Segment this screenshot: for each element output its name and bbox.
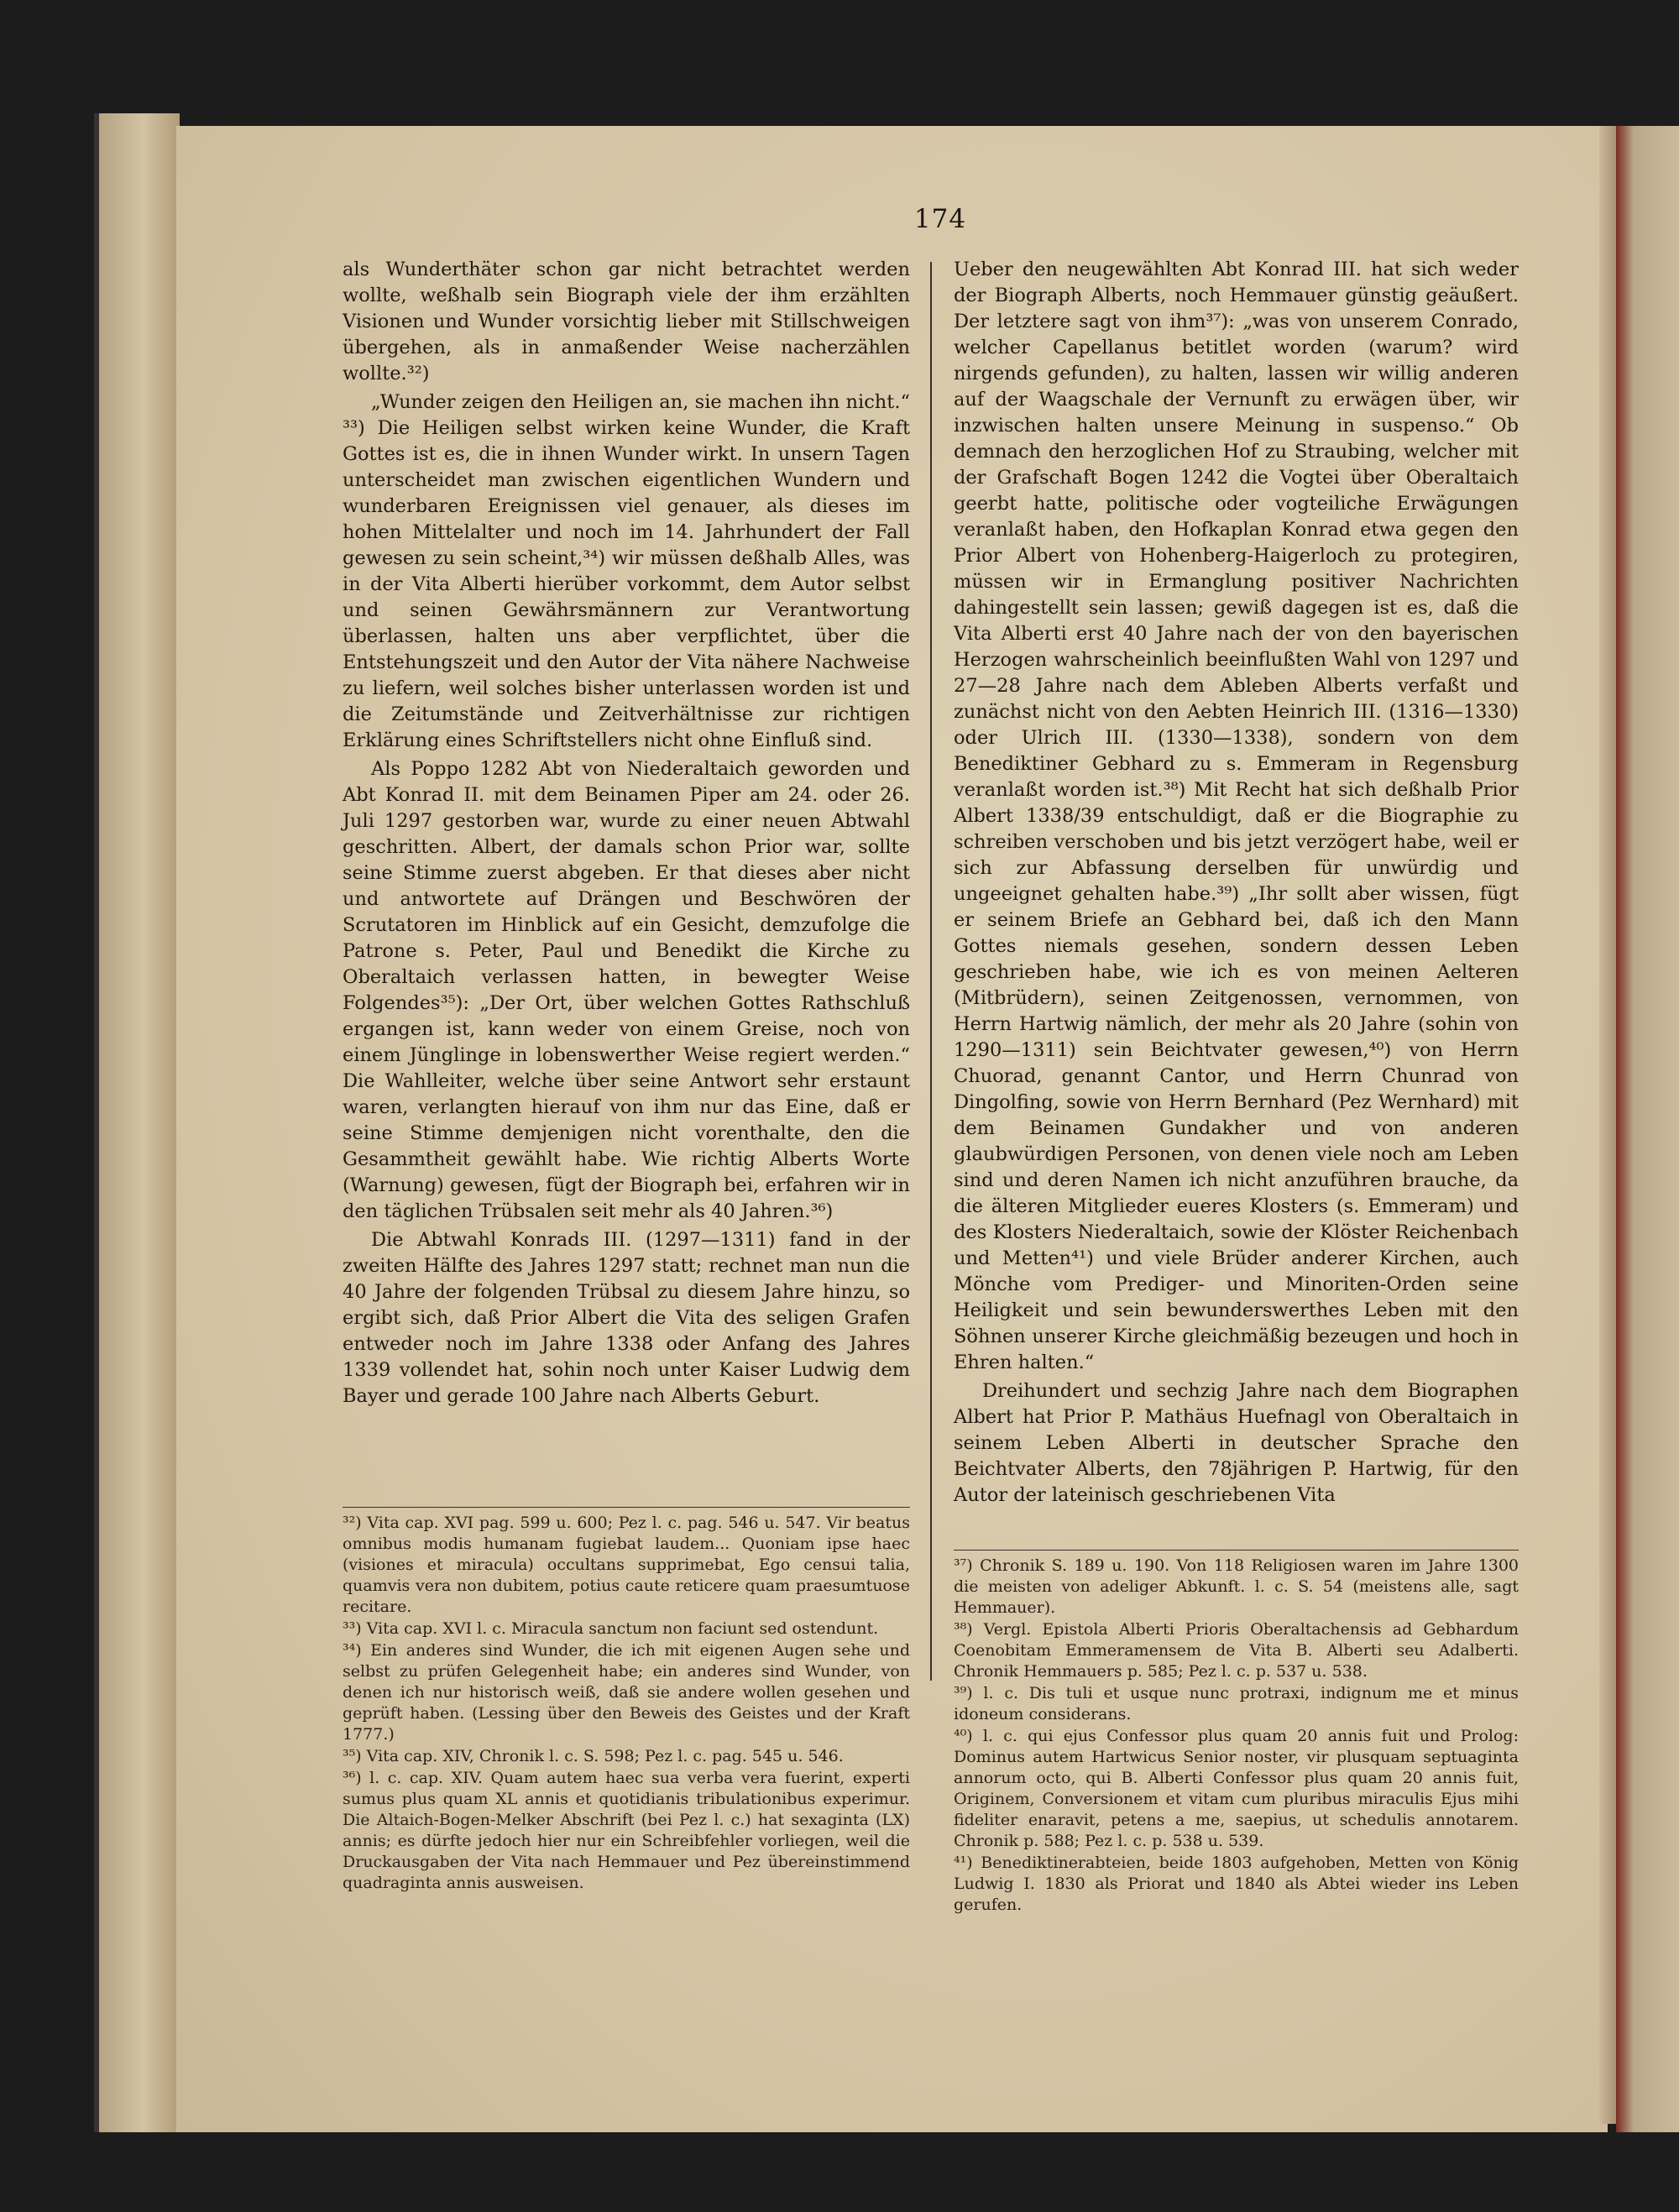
- footnote: ³⁵) Vita cap. XIV, Chronik l. c. S. 598; Pez l. c. pag. 545 u. 546.: [343, 1747, 844, 1765]
- paragraph: Dreihundert und sechzig Jahre nach dem Biographen Albert hat Prior P. Mathäus Huefnagl von Oberaltaich in seinem Leben Alberti in deutscher Sprache den Beichtvater Alberts, den 78jährigen P. Hartwig, für den Autor der lateinisch geschriebenen Vita: [954, 1380, 1519, 1506]
- paragraph: Ueber den neugewählten Abt Konrad III. hat sich weder der Biograph Alberts, noch Hemmauer günstig geäußert. Der letztere sagt von ihm³⁷): „was von unserem Conrado, welcher Capellanus betitlet worden (warum? wird nirgends gefunden), zu halten, lassen wir willig anderen auf der Waagschale der Vernunft zu erwägen über, wir inzwischen halten unsere Meinung in suspenso.“ Ob demnach den herzoglichen Hof zu Straubing, welcher mit der Grafschaft Bogen 1242 die Vogtei über Oberaltaich geerbt hatte, politische oder vogteiliche Erwägungen veranlaßt haben, den Hofkaplan Konrad etwa gegen den Prior Albert von Hohenberg-Haigerloch zu protegiren, müssen wir in Ermanglung positiver Nachrichten dahingestellt sein lassen; gewiß dagegen ist es, daß die Vita Alberti erst 40 Jahre nach der von den bayerischen Herzogen wahrscheinlich beeinflußten Wahl von 1297 und 27—28 Jahre nach dem Ableben Alberts verfaßt und zunächst nicht von den Aebten Heinrich III. (1316—1330) oder Ulrich III. (1330—1338), sondern von dem Benediktiner Gebhard zu s. Emmeram in Regensburg veranlaßt worden ist.³⁸) Mit Recht hat sich deßhalb Prior Albert 1338/39 entschuldigt, daß er die Biographie zu schreiben verschoben und bis jetzt verzögert habe, weil er sich zur Abfassung derselben für unwürdig und ungeeignet gehalten habe.³⁹) „Ihr sollt aber wissen, fügt er seinem Briefe an Gebhard bei, daß ich den Mann Gottes niemals gesehen, sondern dessen Leben geschrieben habe, wie ich es von meinen Aelteren (Mitbrüdern), seinen Zeitgenossen, vernommen, von Herrn Hartwig nämlich, der mehr als 20 Jahre (sohin von 1290—1311) sein Beichtvater gewesen,⁴⁰) von Herrn Chuorad, genannt Cantor, und Herrn Chunrad von Dingolfing, sowie von Herrn Bernhard (Pez Wernhard) mit dem Beinamen Gundakher und von anderen glaubwürdigen Personen, von denen viele noch am Leben sind und deren Namen ich nicht anzuführen brauche, da die älteren Mitglieder eueres Klosters (s. Emmeram) und des Klosters Niederaltaich, sowie der Klöster Reichenbach und Metten⁴¹) und viele Brüder anderer Kirchen, auch Mönche vom Prediger- und Minoriten-Orden seine Heiligkeit und sein bewunderswerthes Leben mit den Söhnen unserer Kirche gleichmäßig bezeugen und hoch in Ehren halten.“: [954, 259, 1519, 1373]
- footnote: ³⁴) Ein anderes sind Wunder, die ich mit eigenen Augen sehe und selbst zu prüfen Gelegenheit habe; ein anderes sind Wunder, von denen ich nur historisch weiß, daß sie andere wollen gesehen und geprüft haben. (Lessing über den Beweis des Geistes und der Kraft 1777.): [343, 1641, 910, 1744]
- right-footnotes: [954, 1556, 1519, 1917]
- footnote: ³⁷) Chronik S. 189 u. 190. Von 118 Religiosen waren im Jahre 1300 die meisten von adeliger Abkunft. l. c. S. 54 (meistens alle, sagt Hemmauer).: [954, 1556, 1519, 1617]
- footnote: ³³) Vita cap. XVI l. c. Miracula sanctum non faciunt sed ostendunt.: [343, 1619, 879, 1638]
- column-divider: [930, 262, 932, 1681]
- footnote: ⁴¹) Benediktinerabteien, beide 1803 aufgehoben, Metten von König Ludwig I. 1830 als Priorat und 1840 als Abtei wieder ins Leben gerufen.: [954, 1854, 1519, 1914]
- page-gutter: [1599, 126, 1616, 2124]
- paragraph: als Wunderthäter schon gar nicht betrachtet werden wollte, weßhalb sein Biograph viele der ihm erzählten Visionen und Wunder vorsichtig lieber mit Stillschweigen übergehen, als in anmaßender Weise nacherzählen wollte.³²): [343, 259, 910, 384]
- footnote: ⁴⁰) l. c. qui ejus Confessor plus quam 20 annis fuit und Prolog: Dominus autem Hartwicus Senior noster, vir plusquam septuaginta annorum octo, qui B. Alberti Confessor plus quam 20 annis fuit, Originem, Conversionem et vitam cum pluribus miraculis Ejus mihi fideliter enaravit, petens a me, saepius, ut schedulis annotarem. Chronik p. 588; Pez l. c. p. 538 u. 539.: [954, 1727, 1519, 1850]
- book-fore-edge: [99, 113, 180, 2132]
- page-number: 174: [913, 204, 967, 234]
- facing-page-edge: [1616, 126, 1679, 2132]
- footnote-rule: [343, 1507, 910, 1508]
- right-column: [954, 257, 1519, 1511]
- left-footnotes: [343, 1513, 910, 1895]
- footnote: ³²) Vita cap. XVI pag. 599 u. 600; Pez l. c. pag. 546 u. 547. Vir beatus omnibus modis humanam fugiebat laudem... Quoniam ipse haec (visiones et miracula) occultans supprimebat, Ego censui talia, quamvis vera non dubitem, potius caute reticere quam praesumtuose recitare.: [343, 1514, 910, 1616]
- footnote: ³⁶) l. c. cap. XIV. Quam autem haec sua verba vera fuerint, experti sumus plus quam XL annis et quotidianis tribulationibus experimur. Die Altaich-Bogen-Melker Abschrift (bei Pez l. c.) hat sexaginta (LX) annis; es dürfte jedoch hier nur ein Schreibfehler vorliegen, weil die Druckausgaben der Vita nach Hemmauer und Pez übereinstimmend quadraginta annis ausweisen.: [343, 1769, 910, 1892]
- footnote: ³⁹) l. c. Dis tuli et usque nunc protraxi, indignum me et minus idoneum considerans.: [954, 1684, 1519, 1723]
- paragraph: „Wunder zeigen den Heiligen an, sie machen ihn nicht.“ ³³) Die Heiligen selbst wirken keine Wunder, die Kraft Gottes ist es, die in ihnen Wunder wirkt. In unsern Tagen unterscheidet man zwischen eigentlichen Wundern und wunderbaren Ereignissen viel genauer, als dieses im hohen Mittelalter und noch im 14. Jahrhundert der Fall gewesen zu sein scheint,³⁴) wir müssen deßhalb Alles, was in der Vita Alberti hierüber vorkommt, dem Autor selbst und seinen Gewährsmännern zur Verantwortung überlassen, halten uns aber verpflichtet, über die Entstehungszeit und den Autor der Vita nähere Nachweise zu liefern, weil solches bisher unterlassen worden ist und die Zeitumstände und Zeitverhältnisse zur richtigen Erklärung eines Schriftstellers nicht ohne Einfluß sind.: [343, 391, 910, 751]
- paragraph: Die Abtwahl Konrads III. (1297—1311) fand in der zweiten Hälfte des Jahres 1297 statt; rechnet man nun die 40 Jahre der folgenden Trübsal zu diesem Jahre hinzu, so ergibt sich, daß Prior Albert die Vita des seligen Grafen entweder noch im Jahre 1338 oder Anfang des Jahres 1339 vollendet hat, sohin noch unter Kaiser Ludwig dem Bayer und gerade 100 Jahre nach Alberts Geburt.: [343, 1229, 910, 1407]
- footnote: ³⁸) Vergl. Epistola Alberti Prioris Oberaltachensis ad Gebhardum Coenobitam Emmeramensem de Vita B. Alberti seu Adalberti. Chronik Hemmauers p. 585; Pez l. c. p. 537 u. 538.: [954, 1620, 1519, 1681]
- paragraph: Als Poppo 1282 Abt von Niederaltaich geworden und Abt Konrad II. mit dem Beinamen Piper am 24. oder 26. Juli 1297 gestorben war, wurde zu einer neuen Abtwahl geschritten. Albert, der damals schon Prior war, sollte seine Stimme zuerst abgeben. Er that dieses aber nicht und antwortete auf Drängen und Beschwören der Scrutatoren im Hinblick auf ein Gesicht, demzufolge die Patrone s. Peter, Paul und Benedikt die Kirche zu Oberaltaich verlassen hatten, in bewegter Weise Folgendes³⁵): „Der Ort, über welchen Gottes Rathschluß ergangen ist, kann weder von einem Greise, noch von einem Jünglinge in lobenswerther Weise regiert werden.“ Die Wahlleiter, welche über seine Antwort sehr erstaunt waren, verlangten hierauf von ihm nur das Eine, daß er seine Stimme demjenigen nicht vorenthalte, den die Gesammtheit gewählt habe. Wie richtig Alberts Worte (Warnung) gewesen, fügt der Biograph bei, erfahren wir in den täglichen Trübsalen seit mehr als 40 Jahren.³⁶): [343, 758, 910, 1222]
- left-column: [343, 257, 910, 1412]
